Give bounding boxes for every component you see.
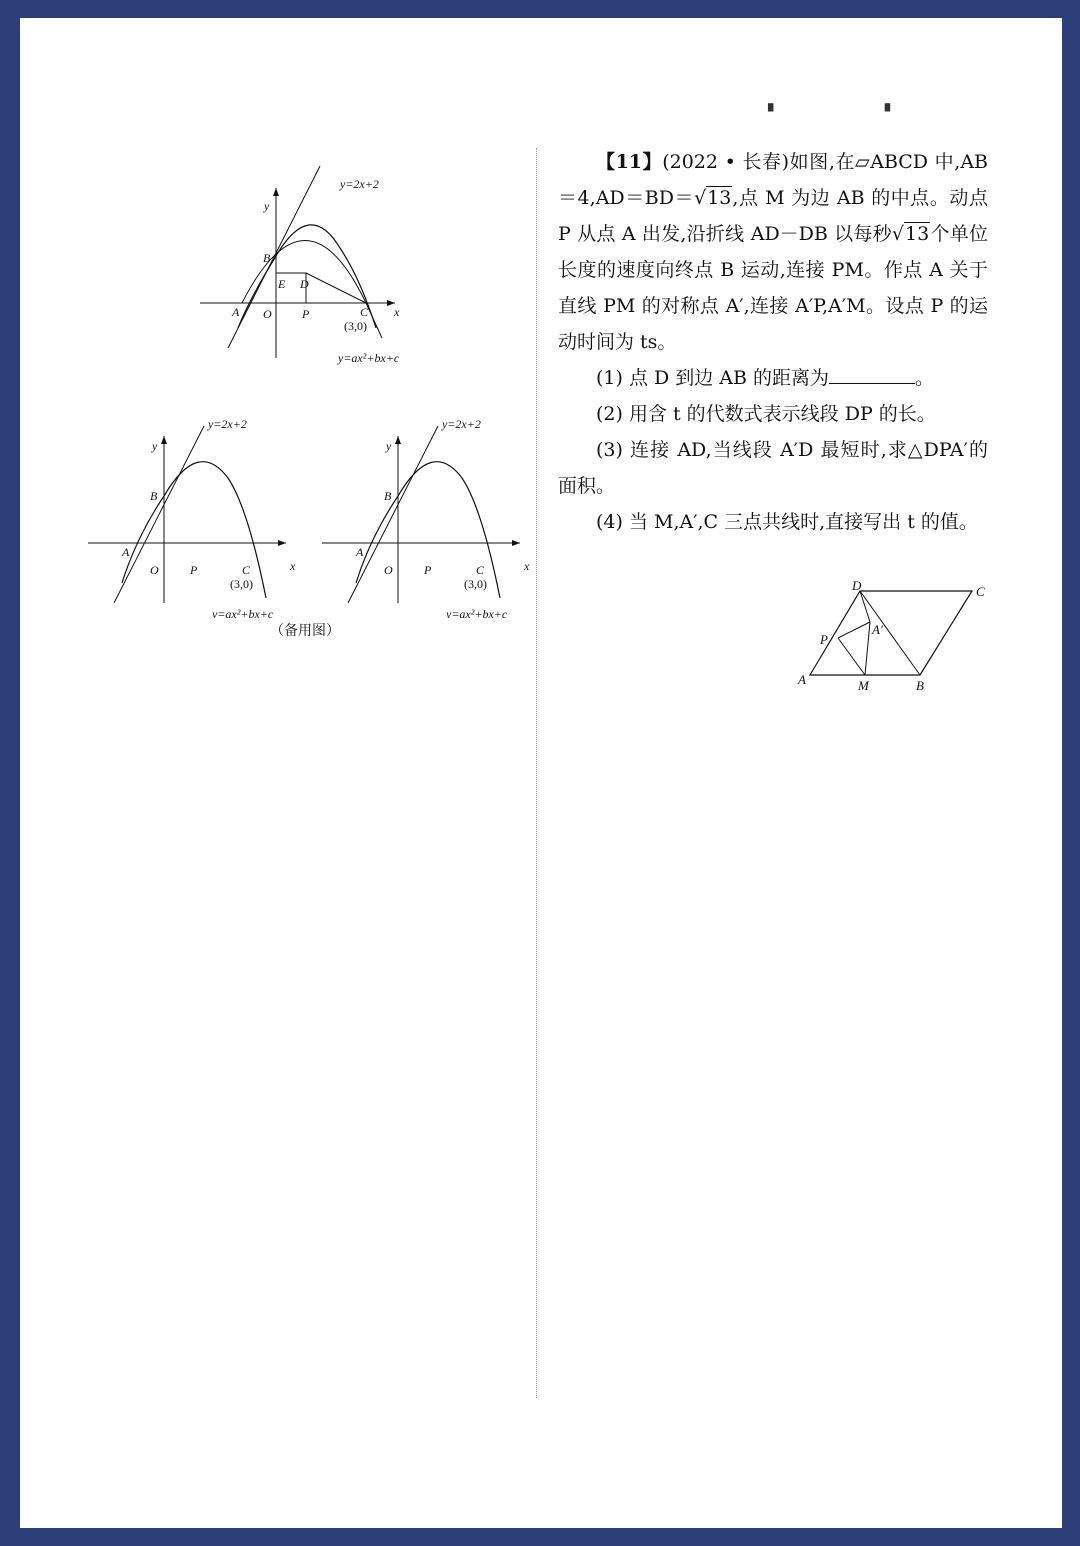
motion-description: ,点 M 为边 AB 的中点。动点 P 从点 A 出发,沿折线 AD－DB 以每秒 — [558, 187, 988, 245]
parabola-label: y=ax²+bx+c — [446, 607, 508, 618]
line-label: y=2x+2 — [442, 417, 481, 431]
x-axis-label: x — [394, 305, 400, 319]
parallelogram-figure — [790, 578, 1000, 702]
point-c-coord: (3,0) — [344, 319, 367, 333]
question-3: (3) 连接 AD,当线段 A′D 最短时,求△DPA′的面积。 — [558, 439, 988, 497]
question-1-end: 。 — [915, 367, 935, 389]
graph-main — [190, 158, 430, 392]
sqrt-value: 13 — [707, 187, 732, 209]
point-m-label: M — [858, 678, 869, 693]
point-b-label: B — [384, 489, 392, 503]
point-c-label: C — [476, 563, 485, 577]
point-d-label: D — [852, 578, 862, 593]
column-divider — [536, 148, 537, 1398]
origin-label: O — [263, 307, 272, 321]
question-1 — [558, 360, 988, 396]
sqrt-value-speed: 13 — [905, 223, 930, 245]
origin-label: O — [150, 563, 159, 577]
graph-spare-right — [320, 398, 550, 622]
point-c-coord: (3,0) — [230, 577, 253, 591]
question-4: (4) 当 M,A′,C 三点共线时,直接写出 t 的值。 — [596, 511, 978, 533]
point-e-label: E — [278, 277, 286, 291]
line-label: y=2x+2 — [208, 417, 247, 431]
problem-source: (2022 • 长春) — [662, 151, 790, 173]
question-1-text: (1) 点 D 到边 AB 的距离为 — [596, 367, 830, 389]
point-c-label: C — [242, 563, 251, 577]
y-axis-label: y — [386, 439, 392, 453]
problem-number: 【11】 — [596, 151, 663, 173]
origin-label: O — [384, 563, 393, 577]
point-p-label: P — [820, 632, 828, 647]
intro-text-end: 中, — [928, 151, 961, 173]
point-b-label: B — [263, 251, 271, 265]
point-a-label: A — [122, 545, 130, 559]
point-b-label: B — [150, 489, 158, 503]
point-p-label: P — [190, 563, 198, 577]
point-a-label: A — [356, 545, 364, 559]
point-p-label: P — [424, 563, 432, 577]
parabola-label: y=ax²+bx+c — [338, 351, 400, 365]
point-a-prime-label: A′ — [872, 622, 883, 637]
point-a-label: A — [798, 672, 806, 687]
problem-statement: 【11】(2022 • 长春)如图,在▱ABCD 中,AB＝4,AD＝BD＝√13,点 M 为边 AB 的中点。动点 P 从点 A 出发,沿折线 AD－DB 以每秒√13个单位长度的速度向终点 B 运动,连接 PM。作点 A 关于直线 PM 的对称点 A′,连接 A′P,A′M。设点 P 的运动时间为 ts。 — [558, 151, 988, 353]
page — [20, 18, 1062, 1528]
point-c-label: C — [976, 584, 985, 599]
point-b-label: B — [916, 678, 924, 693]
y-axis-label: y — [264, 199, 270, 213]
given-lengths: AB＝4,AD＝BD＝ — [558, 151, 988, 209]
problem-11 — [558, 144, 988, 540]
answer-blank[interactable] — [829, 365, 915, 384]
point-d-label: D — [300, 277, 309, 291]
spare-figure-caption: （备用图） — [270, 623, 340, 639]
y-axis-label: y — [152, 439, 158, 453]
point-c-coord: (3,0) — [464, 577, 487, 591]
graph-spare-left — [86, 398, 316, 622]
header-marks: ▖ ▗ — [768, 96, 938, 112]
line-label: y=2x+2 — [340, 177, 379, 191]
x-axis-label: x — [524, 559, 530, 573]
point-a-label: A — [232, 305, 240, 319]
point-p-label: P — [302, 307, 310, 321]
x-axis-label: x — [290, 559, 296, 573]
point-c-label: C — [360, 305, 369, 319]
parabola-label: y=ax²+bx+c — [212, 607, 274, 618]
intro-text: 如图,在 — [789, 151, 856, 173]
parallelogram-symbol: ▱ABCD — [855, 151, 929, 173]
reflection-description: 个单位长度的速度向终点 B 运动,连接 PM。作点 A 关于直线 PM 的对称点 A′,连接 A′P,A′M。设点 P 的运动时间为 ts。 — [558, 223, 988, 353]
question-2: (2) 用含 t 的代数式表示线段 DP 的长。 — [596, 403, 936, 425]
